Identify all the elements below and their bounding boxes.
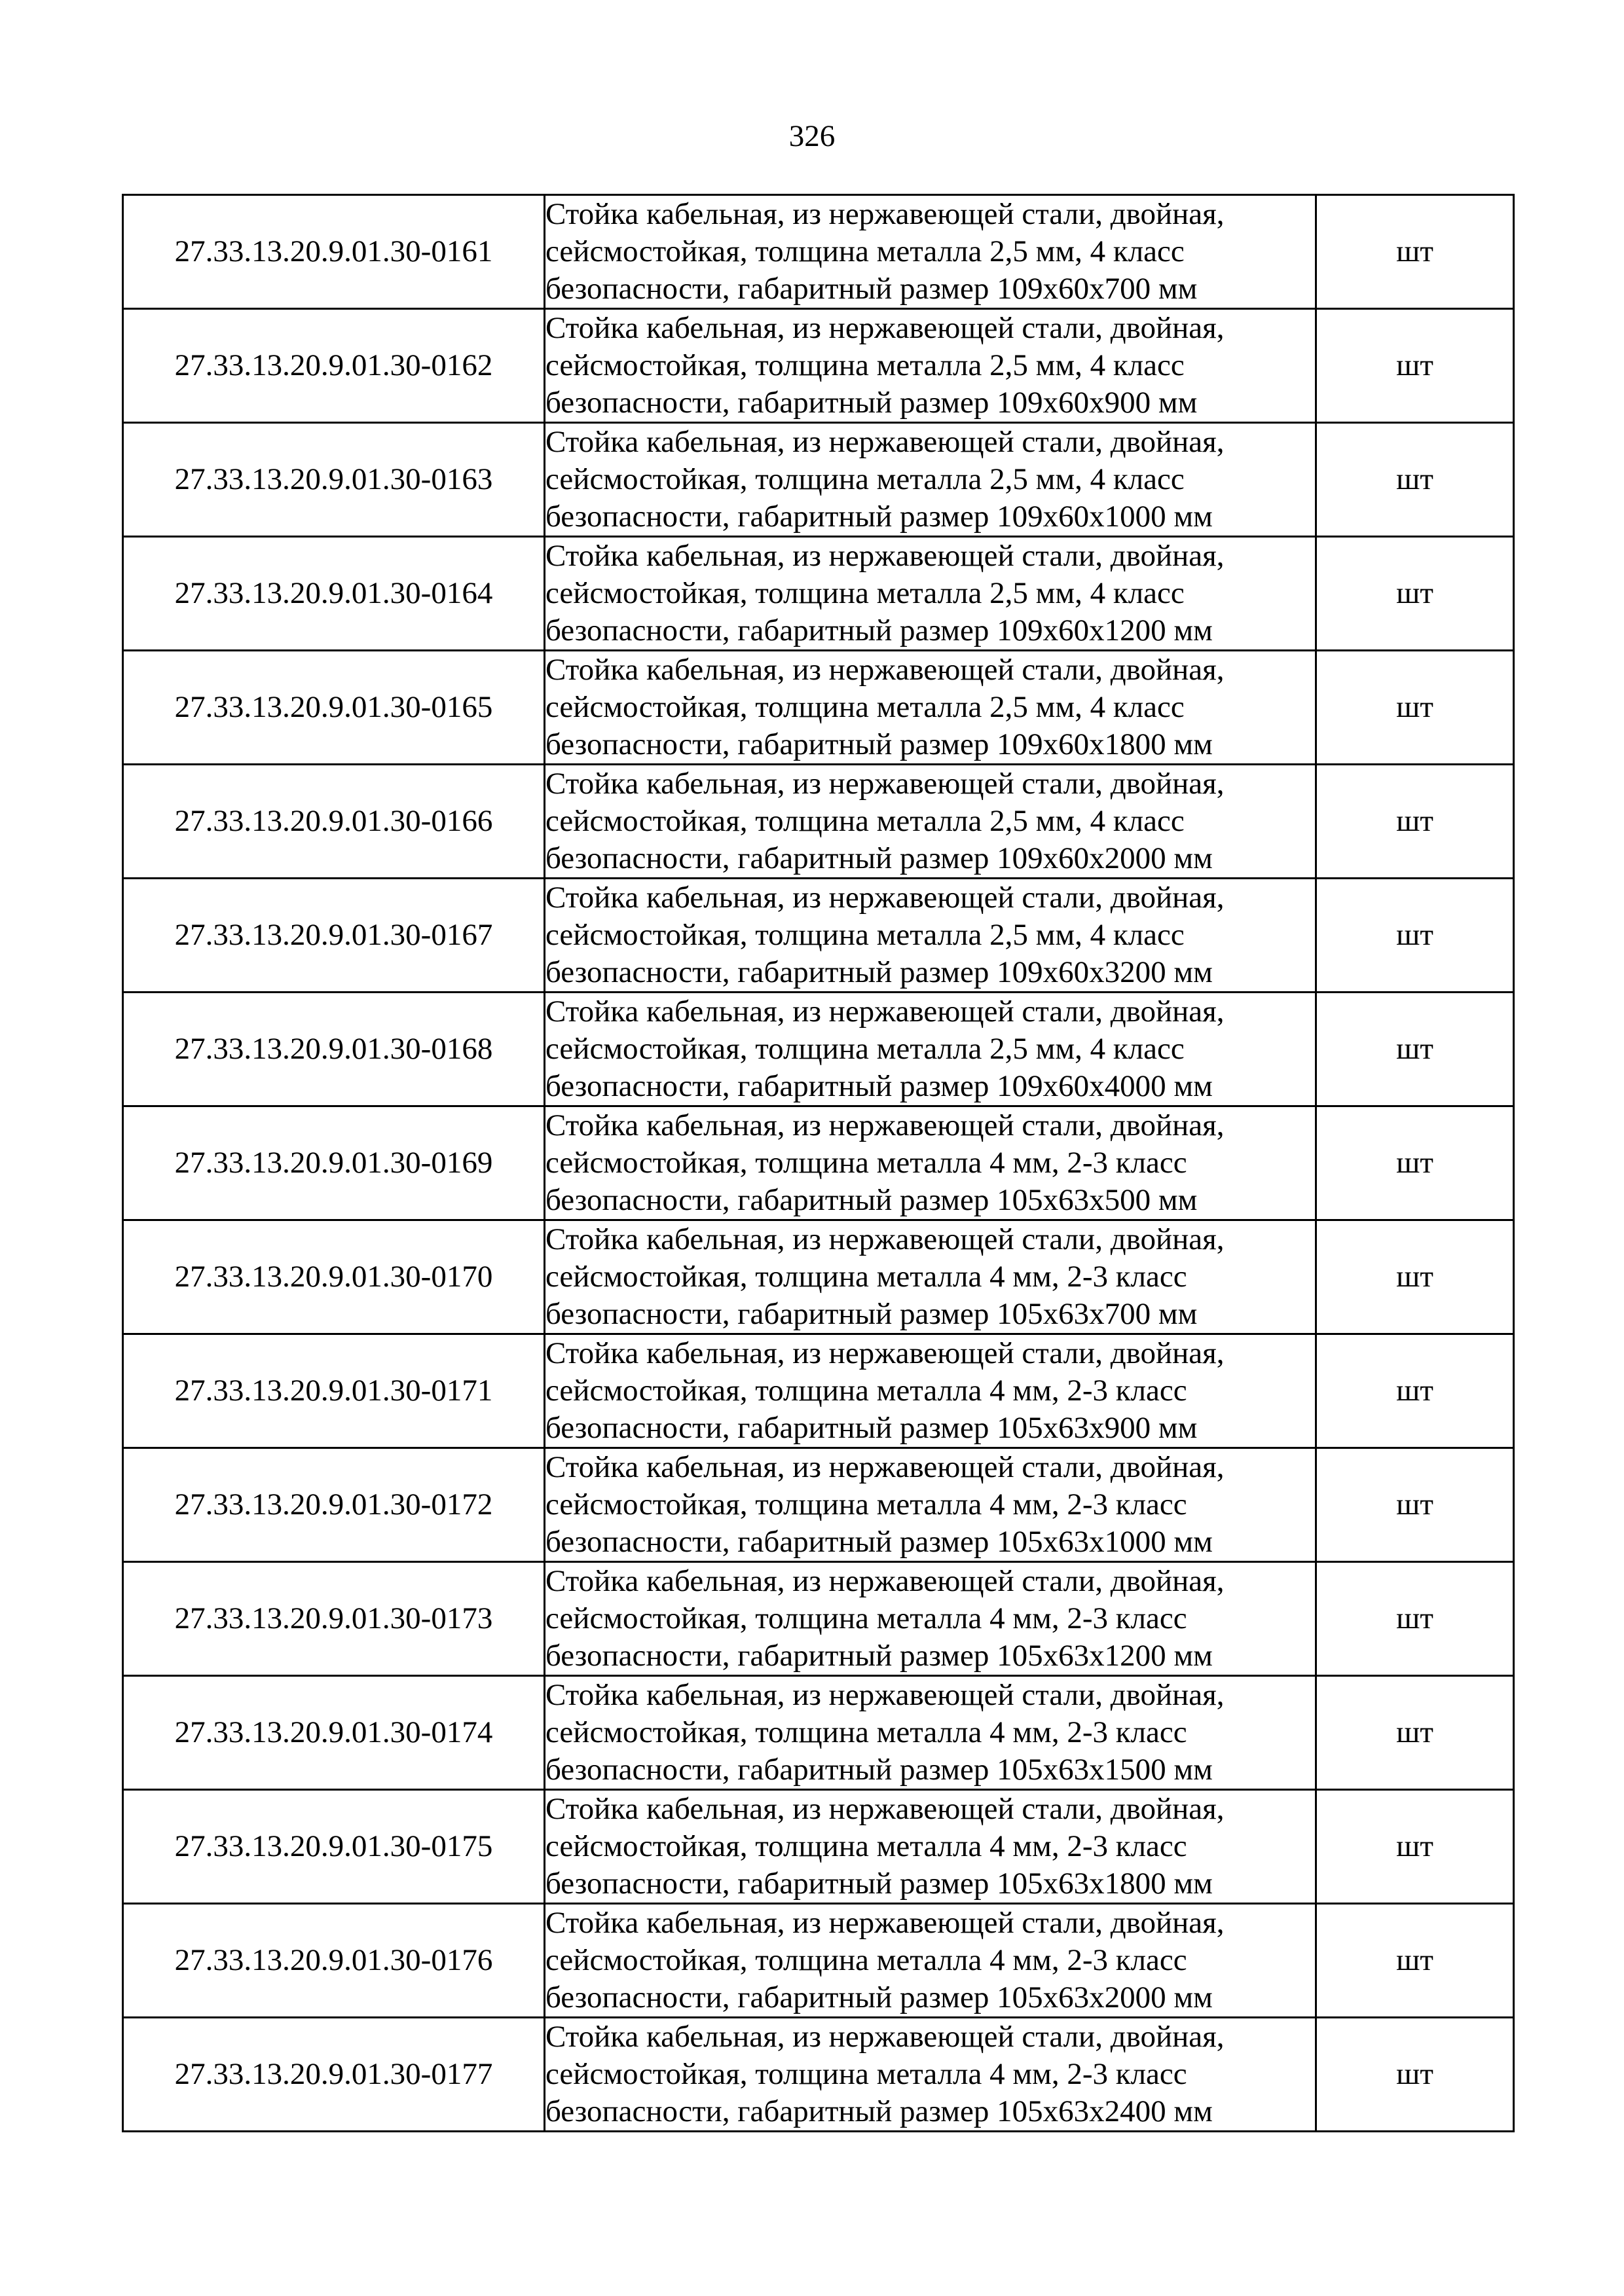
resource-description: [545, 195, 1316, 309]
resource-code: 27.33.13.20.9.01.30-0169: [123, 1106, 545, 1220]
unit-of-measure: шт: [1316, 651, 1514, 765]
description-line: сейсмостойкая, толщина металла 2,5 мм, 4 класс: [545, 234, 1185, 268]
unit-of-measure: шт: [1316, 1562, 1514, 1676]
resource-code: 27.33.13.20.9.01.30-0174: [123, 1676, 545, 1790]
description-line: безопасности, габаритный размер 109x60x3200 мм: [545, 955, 1213, 989]
description-line: Стойка кабельная, из нержавеющей стали, двойная,: [545, 197, 1225, 231]
resource-description: [545, 309, 1316, 423]
table-row: [123, 195, 1514, 309]
resource-description: [545, 879, 1316, 993]
description-line: Стойка кабельная, из нержавеющей стали, двойная,: [545, 994, 1225, 1029]
unit-of-measure: шт: [1316, 423, 1514, 537]
table-row: [123, 1106, 1514, 1220]
table-row: [123, 1904, 1514, 2018]
unit-of-measure: шт: [1316, 1448, 1514, 1562]
unit-of-measure: шт: [1316, 1904, 1514, 2018]
description-line: Стойка кабельная, из нержавеющей стали, двойная,: [545, 1678, 1225, 1712]
description-line: сейсмостойкая, толщина металла 4 мм, 2-3 класс: [545, 1487, 1187, 1522]
description-line: сейсмостойкая, толщина металла 2,5 мм, 4 класс: [545, 1032, 1185, 1066]
description-line: безопасности, габаритный размер 109x60x4000 мм: [545, 1069, 1213, 1103]
description-line: безопасности, габаритный размер 105x63x900 мм: [545, 1411, 1198, 1445]
table-row: [123, 1676, 1514, 1790]
description-line: сейсмостойкая, толщина металла 2,5 мм, 4 класс: [545, 576, 1185, 610]
resource-description: [545, 1790, 1316, 1904]
resource-description: [545, 1676, 1316, 1790]
description-line: сейсмостойкая, толщина металла 4 мм, 2-3 класс: [545, 1715, 1187, 1749]
description-line: сейсмостойкая, толщина металла 2,5 мм, 4 класс: [545, 348, 1185, 382]
unit-of-measure: шт: [1316, 1676, 1514, 1790]
table-row: [123, 1790, 1514, 1904]
description-line: сейсмостойкая, толщина металла 2,5 мм, 4 класс: [545, 804, 1185, 838]
resource-description: [545, 1106, 1316, 1220]
resource-code: 27.33.13.20.9.01.30-0165: [123, 651, 545, 765]
description-line: сейсмостойкая, толщина металла 4 мм, 2-3 класс: [545, 1829, 1187, 1863]
description-line: Стойка кабельная, из нержавеющей стали, двойная,: [545, 1792, 1225, 1826]
description-line: Стойка кабельная, из нержавеющей стали, двойная,: [545, 1450, 1225, 1484]
resource-code: 27.33.13.20.9.01.30-0173: [123, 1562, 545, 1676]
description-line: Стойка кабельная, из нержавеющей стали, двойная,: [545, 767, 1225, 801]
description-line: безопасности, габаритный размер 109x60x700 мм: [545, 272, 1198, 306]
description-line: Стойка кабельная, из нержавеющей стали, двойная,: [545, 539, 1225, 573]
catalog-table: [122, 194, 1515, 2132]
table-row: [123, 1334, 1514, 1448]
description-line: сейсмостойкая, толщина металла 2,5 мм, 4 класс: [545, 690, 1185, 724]
unit-of-measure: шт: [1316, 1790, 1514, 1904]
resource-description: [545, 1220, 1316, 1334]
description-line: сейсмостойкая, толщина металла 2,5 мм, 4 класс: [545, 918, 1185, 952]
description-line: сейсмостойкая, толщина металла 4 мм, 2-3 класс: [545, 1943, 1187, 1977]
description-line: сейсмостойкая, толщина металла 4 мм, 2-3 класс: [545, 1146, 1187, 1180]
resource-code: 27.33.13.20.9.01.30-0171: [123, 1334, 545, 1448]
resource-code: 27.33.13.20.9.01.30-0175: [123, 1790, 545, 1904]
description-line: Стойка кабельная, из нержавеющей стали, двойная,: [545, 881, 1225, 915]
table-row: [123, 309, 1514, 423]
description-line: сейсмостойкая, толщина металла 4 мм, 2-3 класс: [545, 2057, 1187, 2091]
table-row: [123, 423, 1514, 537]
resource-description: [545, 537, 1316, 651]
description-line: безопасности, габаритный размер 105x63x500 мм: [545, 1183, 1198, 1217]
description-line: Стойка кабельная, из нержавеющей стали, двойная,: [545, 1906, 1225, 1940]
page-number: 326: [788, 119, 836, 153]
description-line: Стойка кабельная, из нержавеющей стали, двойная,: [545, 2020, 1225, 2054]
table-row: [123, 537, 1514, 651]
description-line: Стойка кабельная, из нержавеющей стали, двойная,: [545, 1108, 1225, 1142]
resource-code: 27.33.13.20.9.01.30-0172: [123, 1448, 545, 1562]
resource-code: 27.33.13.20.9.01.30-0163: [123, 423, 545, 537]
description-line: сейсмостойкая, толщина металла 4 мм, 2-3 класс: [545, 1601, 1187, 1635]
resource-code: 27.33.13.20.9.01.30-0162: [123, 309, 545, 423]
table-row: [123, 765, 1514, 879]
description-line: безопасности, габаритный размер 105x63x2400 мм: [545, 2094, 1213, 2128]
resource-description: [545, 765, 1316, 879]
unit-of-measure: шт: [1316, 1106, 1514, 1220]
description-line: безопасности, габаритный размер 109x60x1000 мм: [545, 500, 1213, 534]
unit-of-measure: шт: [1316, 537, 1514, 651]
table-row: [123, 1562, 1514, 1676]
description-line: сейсмостойкая, толщина металла 4 мм, 2-3 класс: [545, 1260, 1187, 1294]
unit-of-measure: шт: [1316, 1220, 1514, 1334]
table-row: [123, 993, 1514, 1106]
resource-description: [545, 993, 1316, 1106]
table-row: [123, 1448, 1514, 1562]
resource-code: 27.33.13.20.9.01.30-0168: [123, 993, 545, 1106]
resource-description: [545, 1334, 1316, 1448]
resource-description: [545, 1562, 1316, 1676]
description-line: Стойка кабельная, из нержавеющей стали, двойная,: [545, 1564, 1225, 1598]
description-line: безопасности, габаритный размер 109x60x2000 мм: [545, 841, 1213, 875]
description-line: Стойка кабельная, из нержавеющей стали, двойная,: [545, 311, 1225, 345]
description-line: безопасности, габаритный размер 109x60x1200 мм: [545, 613, 1213, 647]
unit-of-measure: шт: [1316, 1334, 1514, 1448]
unit-of-measure: шт: [1316, 879, 1514, 993]
resource-code: 27.33.13.20.9.01.30-0166: [123, 765, 545, 879]
table-row: [123, 1220, 1514, 1334]
description-line: Стойка кабельная, из нержавеющей стали, двойная,: [545, 1336, 1225, 1370]
resource-description: [545, 1448, 1316, 1562]
resource-code: 27.33.13.20.9.01.30-0170: [123, 1220, 545, 1334]
description-line: Стойка кабельная, из нержавеющей стали, двойная,: [545, 425, 1225, 459]
resource-code: 27.33.13.20.9.01.30-0161: [123, 195, 545, 309]
description-line: безопасности, габаритный размер 105x63x1000 мм: [545, 1525, 1213, 1559]
resource-description: [545, 2018, 1316, 2132]
unit-of-measure: шт: [1316, 993, 1514, 1106]
description-line: Стойка кабельная, из нержавеющей стали, двойная,: [545, 1222, 1225, 1256]
description-line: безопасности, габаритный размер 109x60x900 мм: [545, 386, 1198, 420]
description-line: безопасности, габаритный размер 105x63x1800 мм: [545, 1867, 1213, 1901]
description-line: безопасности, габаритный размер 105x63x1200 мм: [545, 1639, 1213, 1673]
resource-code: 27.33.13.20.9.01.30-0164: [123, 537, 545, 651]
description-line: безопасности, габаритный размер 105x63x700 мм: [545, 1297, 1198, 1331]
table-row: [123, 651, 1514, 765]
unit-of-measure: шт: [1316, 2018, 1514, 2132]
description-line: сейсмостойкая, толщина металла 2,5 мм, 4 класс: [545, 462, 1185, 496]
description-line: безопасности, габаритный размер 105x63x1500 мм: [545, 1753, 1213, 1787]
resource-description: [545, 423, 1316, 537]
table-row: [123, 2018, 1514, 2132]
unit-of-measure: шт: [1316, 195, 1514, 309]
resource-description: [545, 1904, 1316, 2018]
resource-code: 27.33.13.20.9.01.30-0176: [123, 1904, 545, 2018]
table-row: [123, 879, 1514, 993]
unit-of-measure: шт: [1316, 309, 1514, 423]
resource-description: [545, 651, 1316, 765]
catalog-table-body: [123, 195, 1514, 2132]
description-line: Стойка кабельная, из нержавеющей стали, двойная,: [545, 653, 1225, 687]
description-line: безопасности, габаритный размер 105x63x2000 мм: [545, 1980, 1213, 2014]
resource-code: 27.33.13.20.9.01.30-0177: [123, 2018, 545, 2132]
unit-of-measure: шт: [1316, 765, 1514, 879]
description-line: сейсмостойкая, толщина металла 4 мм, 2-3 класс: [545, 1374, 1187, 1408]
description-line: безопасности, габаритный размер 109x60x1800 мм: [545, 727, 1213, 761]
resource-code: 27.33.13.20.9.01.30-0167: [123, 879, 545, 993]
